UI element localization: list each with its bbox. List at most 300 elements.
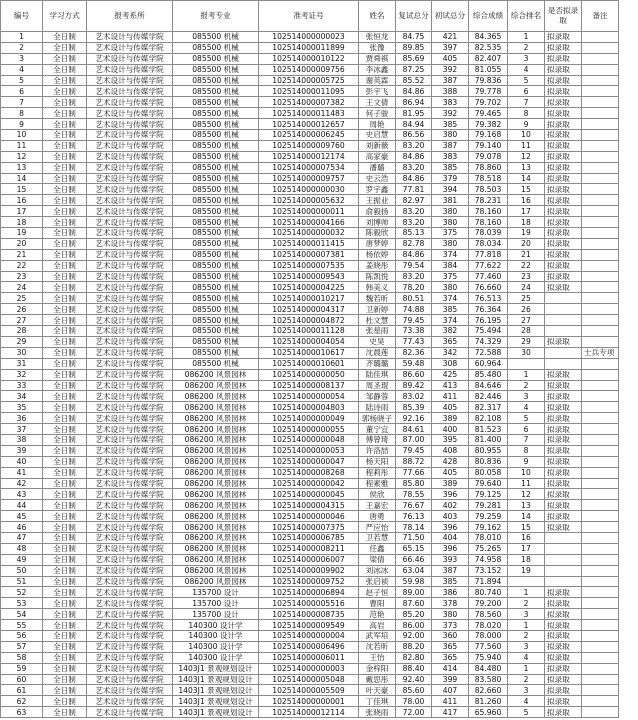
cell-name: 严应怡 <box>359 522 396 533</box>
cell-name: 陈毅欣 <box>359 228 396 239</box>
cell-major: 085500 机械 <box>173 162 259 173</box>
cell-composite-score: 74.329 <box>469 336 508 347</box>
table-row <box>1 489 619 500</box>
table-row <box>1 380 619 391</box>
cell-rank: 19 <box>508 565 545 576</box>
cell-retest-score: 87.00 <box>396 434 432 445</box>
cell-composite-score: 79.200 <box>469 598 508 609</box>
cell-initial-score: 365 <box>432 652 469 663</box>
cell-study-mode: 全日制 <box>43 565 87 576</box>
cell-remark <box>582 565 619 576</box>
cell-rank: 12 <box>508 489 545 500</box>
cell-department: 艺术设计与传媒学院 <box>87 467 173 478</box>
cell-number: 49 <box>1 554 43 565</box>
cell-rank: 14 <box>508 511 545 522</box>
cell-study-mode: 全日制 <box>43 674 87 685</box>
table-header-row <box>1 1 619 32</box>
cell-remark <box>582 195 619 206</box>
cell-initial-score: 379 <box>432 173 469 184</box>
header-name: 姓名 <box>359 1 396 32</box>
cell-major: 086200 风景园林 <box>173 434 259 445</box>
cell-exam-id: 102514000008268 <box>259 467 359 478</box>
cell-admission-status: 拟录取 <box>545 206 582 217</box>
cell-admission-status <box>545 576 582 587</box>
cell-study-mode: 全日制 <box>43 652 87 663</box>
cell-number: 7 <box>1 97 43 108</box>
cell-exam-id: 102514000009757 <box>259 173 359 184</box>
cell-study-mode: 全日制 <box>43 336 87 347</box>
cell-initial-score: 404 <box>432 532 469 543</box>
cell-remark <box>582 707 619 718</box>
cell-major: 085500 机械 <box>173 271 259 282</box>
cell-admission-status: 拟录取 <box>545 489 582 500</box>
cell-study-mode: 全日制 <box>43 162 87 173</box>
cell-retest-score: 74.88 <box>396 304 432 315</box>
table-row <box>1 32 619 43</box>
cell-department: 艺术设计与传媒学院 <box>87 228 173 239</box>
cell-composite-score: 79.125 <box>469 489 508 500</box>
cell-major: 085500 机械 <box>173 282 259 293</box>
cell-study-mode: 全日制 <box>43 282 87 293</box>
cell-remark <box>582 467 619 478</box>
cell-study-mode: 全日制 <box>43 249 87 260</box>
cell-composite-score: 81.055 <box>469 64 508 75</box>
cell-name: 杨天阳 <box>359 456 396 467</box>
cell-name: 张豫 <box>359 42 396 53</box>
cell-exam-id: 102514000000030 <box>259 184 359 195</box>
cell-exam-id: 102514000000023 <box>259 32 359 43</box>
cell-rank: 22 <box>508 260 545 271</box>
cell-name: 周艳 <box>359 119 396 130</box>
table-row <box>1 162 619 173</box>
cell-name: 史昊 <box>359 336 396 347</box>
cell-rank: 2 <box>508 598 545 609</box>
cell-composite-score: 75.494 <box>469 326 508 337</box>
cell-department: 艺术设计与传媒学院 <box>87 522 173 533</box>
cell-study-mode: 全日制 <box>43 271 87 282</box>
cell-number: 39 <box>1 445 43 456</box>
cell-remark <box>582 108 619 119</box>
cell-rank: 6 <box>508 424 545 435</box>
cell-study-mode: 全日制 <box>43 478 87 489</box>
cell-composite-score: 82.535 <box>469 42 508 53</box>
cell-exam-id: 102514000000047 <box>259 456 359 467</box>
cell-study-mode: 全日制 <box>43 32 87 43</box>
cell-retest-score: 82.97 <box>396 195 432 206</box>
cell-admission-status: 拟录取 <box>545 32 582 43</box>
cell-department: 艺术设计与传媒学院 <box>87 511 173 522</box>
table-row <box>1 630 619 641</box>
table-row <box>1 707 619 718</box>
cell-number: 28 <box>1 326 43 337</box>
cell-rank: 4 <box>508 64 545 75</box>
cell-admission-status: 拟录取 <box>545 478 582 489</box>
cell-name: 史启慧 <box>359 130 396 141</box>
cell-retest-score: 77.43 <box>396 336 432 347</box>
cell-composite-score: 77.560 <box>469 641 508 652</box>
cell-admission-status: 拟录取 <box>545 445 582 456</box>
cell-department: 艺术设计与传媒学院 <box>87 282 173 293</box>
table-row <box>1 42 619 53</box>
cell-major: 085500 机械 <box>173 304 259 315</box>
cell-admission-status: 拟录取 <box>545 42 582 53</box>
cell-major: 135700 设计 <box>173 587 259 598</box>
cell-name: 范艳 <box>359 609 396 620</box>
cell-rank: 3 <box>508 641 545 652</box>
cell-exam-id: 102514000004317 <box>259 304 359 315</box>
cell-name: 王怡 <box>359 652 396 663</box>
cell-department: 艺术设计与传媒学院 <box>87 315 173 326</box>
cell-composite-score: 78.160 <box>469 217 508 228</box>
cell-admission-status: 拟录取 <box>545 162 582 173</box>
cell-exam-id: 102514000000011 <box>259 206 359 217</box>
cell-admission-status: 拟录取 <box>545 467 582 478</box>
cell-rank: 20 <box>508 238 545 249</box>
cell-initial-score: 428 <box>432 456 469 467</box>
cell-study-mode: 全日制 <box>43 380 87 391</box>
cell-rank: 15 <box>508 184 545 195</box>
cell-number: 13 <box>1 162 43 173</box>
table-row <box>1 347 619 358</box>
cell-rank: 10 <box>508 130 545 141</box>
cell-study-mode: 全日制 <box>43 293 87 304</box>
cell-name: 许洛喆 <box>359 445 396 456</box>
cell-remark <box>582 434 619 445</box>
cell-department: 艺术设计与传媒学院 <box>87 609 173 620</box>
cell-name: 梁倩 <box>359 554 396 565</box>
cell-name: 郭杨晓子 <box>359 413 396 424</box>
cell-composite-score: 79.702 <box>469 97 508 108</box>
cell-exam-id: 102514000004225 <box>259 282 359 293</box>
cell-composite-score: 74.958 <box>469 554 508 565</box>
cell-major: 086200 风景园林 <box>173 413 259 424</box>
cell-exam-id: 102514000000003 <box>259 663 359 674</box>
cell-remark <box>582 598 619 609</box>
cell-department: 艺术设计与传媒学院 <box>87 217 173 228</box>
cell-composite-score: 81.400 <box>469 434 508 445</box>
cell-department: 艺术设计与传媒学院 <box>87 620 173 631</box>
cell-study-mode: 全日制 <box>43 42 87 53</box>
cell-major: 085500 机械 <box>173 140 259 151</box>
cell-exam-id: 102514000007381 <box>259 249 359 260</box>
cell-initial-score: 403 <box>432 511 469 522</box>
header-study-mode: 学习方式 <box>43 1 87 32</box>
cell-rank: 5 <box>508 707 545 718</box>
cell-department: 艺术设计与传媒学院 <box>87 424 173 435</box>
header-major: 报考专业 <box>173 1 259 32</box>
cell-composite-score: 78.039 <box>469 228 508 239</box>
cell-retest-score: 72.00 <box>396 707 432 718</box>
cell-admission-status: 拟录取 <box>545 380 582 391</box>
cell-major: 1403J1 景观规划设计 <box>173 685 259 696</box>
cell-department: 艺术设计与传媒学院 <box>87 413 173 424</box>
cell-department: 艺术设计与传媒学院 <box>87 478 173 489</box>
cell-retest-score: 89.85 <box>396 42 432 53</box>
cell-name: 张启祯 <box>359 576 396 587</box>
cell-exam-id: 102514000004803 <box>259 402 359 413</box>
cell-major: 085500 机械 <box>173 336 259 347</box>
cell-remark <box>582 336 619 347</box>
cell-remark <box>582 260 619 271</box>
cell-number: 30 <box>1 347 43 358</box>
cell-major: 085500 机械 <box>173 249 259 260</box>
cell-name: 金梓阳 <box>359 663 396 674</box>
cell-number: 36 <box>1 413 43 424</box>
cell-initial-score: 384 <box>432 260 469 271</box>
cell-rank: 27 <box>508 315 545 326</box>
cell-retest-score: 84.86 <box>396 249 432 260</box>
table-row <box>1 75 619 86</box>
cell-name: 叶天豪 <box>359 685 396 696</box>
cell-admission-status: 拟录取 <box>545 391 582 402</box>
cell-admission-status: 拟录取 <box>545 434 582 445</box>
cell-department: 艺术设计与传媒学院 <box>87 304 173 315</box>
cell-number: 47 <box>1 532 43 543</box>
cell-name: 唐勇 <box>359 511 396 522</box>
cell-name: 曹阳 <box>359 598 396 609</box>
cell-remark <box>582 271 619 282</box>
cell-major: 085500 机械 <box>173 173 259 184</box>
cell-admission-status: 拟录取 <box>545 587 582 598</box>
cell-major: 086200 风景园林 <box>173 565 259 576</box>
cell-admission-status: 拟录取 <box>545 696 582 707</box>
cell-study-mode: 全日制 <box>43 522 87 533</box>
cell-number: 3 <box>1 53 43 64</box>
cell-retest-score: 85.69 <box>396 53 432 64</box>
cell-exam-id: 102514000007534 <box>259 162 359 173</box>
cell-study-mode: 全日制 <box>43 456 87 467</box>
cell-name: 王振业 <box>359 195 396 206</box>
cell-number: 63 <box>1 707 43 718</box>
cell-number: 25 <box>1 293 43 304</box>
cell-department: 艺术设计与传媒学院 <box>87 587 173 598</box>
cell-admission-status: 拟录取 <box>545 336 582 347</box>
cell-composite-score: 78.503 <box>469 184 508 195</box>
cell-initial-score: 375 <box>432 228 469 239</box>
cell-department: 艺术设计与传媒学院 <box>87 336 173 347</box>
cell-initial-score: 385 <box>432 304 469 315</box>
cell-study-mode: 全日制 <box>43 630 87 641</box>
cell-number: 15 <box>1 184 43 195</box>
cell-composite-score: 84.646 <box>469 380 508 391</box>
cell-initial-score: 411 <box>432 391 469 402</box>
table-row <box>1 86 619 97</box>
cell-number: 32 <box>1 369 43 380</box>
cell-admission-status: 拟录取 <box>545 97 582 108</box>
cell-department: 艺术设计与传媒学院 <box>87 64 173 75</box>
cell-number: 45 <box>1 511 43 522</box>
cell-number: 19 <box>1 228 43 239</box>
cell-remark <box>582 609 619 620</box>
cell-exam-id: 102514000010601 <box>259 358 359 369</box>
cell-retest-score: 87.60 <box>396 598 432 609</box>
cell-initial-score: 383 <box>432 97 469 108</box>
table-row <box>1 130 619 141</box>
cell-department: 艺术设计与传媒学院 <box>87 674 173 685</box>
cell-exam-id: 102514000011095 <box>259 86 359 97</box>
cell-number: 12 <box>1 151 43 162</box>
table-row <box>1 620 619 631</box>
cell-composite-score: 78.231 <box>469 195 508 206</box>
cell-composite-score: 84.480 <box>469 663 508 674</box>
cell-study-mode: 全日制 <box>43 489 87 500</box>
cell-initial-score: 397 <box>432 42 469 53</box>
table-row <box>1 315 619 326</box>
cell-retest-score: 80.51 <box>396 293 432 304</box>
cell-exam-id: 102514000012657 <box>259 119 359 130</box>
cell-composite-score: 81.523 <box>469 424 508 435</box>
cell-study-mode: 全日制 <box>43 413 87 424</box>
cell-exam-id: 102514000000054 <box>259 391 359 402</box>
cell-rank: 5 <box>508 75 545 86</box>
cell-admission-status <box>545 326 582 337</box>
cell-initial-score: 385 <box>432 576 469 587</box>
cell-study-mode: 全日制 <box>43 576 87 587</box>
cell-study-mode: 全日制 <box>43 391 87 402</box>
table-row <box>1 326 619 337</box>
cell-retest-score: 71.50 <box>396 532 432 543</box>
cell-composite-score: 79.465 <box>469 108 508 119</box>
cell-retest-score: 82.36 <box>396 347 432 358</box>
cell-department: 艺术设计与传媒学院 <box>87 369 173 380</box>
cell-rank: 16 <box>508 532 545 543</box>
table-row <box>1 609 619 620</box>
cell-study-mode: 全日制 <box>43 206 87 217</box>
cell-admission-status: 拟录取 <box>545 217 582 228</box>
cell-retest-score: 76.13 <box>396 511 432 522</box>
cell-remark <box>582 478 619 489</box>
cell-initial-score: 417 <box>432 707 469 718</box>
cell-composite-score: 80.836 <box>469 456 508 467</box>
cell-name: 董宁宜 <box>359 424 396 435</box>
cell-name: 邹静蓉 <box>359 391 396 402</box>
cell-major: 085500 机械 <box>173 32 259 43</box>
cell-major: 085500 机械 <box>173 195 259 206</box>
cell-admission-status <box>545 347 582 358</box>
cell-retest-score: 82.78 <box>396 238 432 249</box>
cell-rank: 7 <box>508 97 545 108</box>
table-row <box>1 293 619 304</box>
cell-name: 高岩 <box>359 620 396 631</box>
cell-admission-status: 拟录取 <box>545 249 582 260</box>
cell-major: 085500 机械 <box>173 347 259 358</box>
table-row <box>1 336 619 347</box>
cell-remark <box>582 140 619 151</box>
cell-rank: 1 <box>508 587 545 598</box>
table-row <box>1 260 619 271</box>
cell-name: 罗宇鑫 <box>359 184 396 195</box>
cell-retest-score: 88.20 <box>396 641 432 652</box>
cell-number: 14 <box>1 173 43 184</box>
cell-remark <box>582 97 619 108</box>
cell-remark <box>582 685 619 696</box>
cell-retest-score: 66.46 <box>396 554 432 565</box>
cell-number: 44 <box>1 500 43 511</box>
cell-number: 56 <box>1 630 43 641</box>
table-row <box>1 217 619 228</box>
table-row <box>1 391 619 402</box>
cell-exam-id: 102514000000032 <box>259 228 359 239</box>
cell-major: 085500 机械 <box>173 97 259 108</box>
header-department: 报考系所 <box>87 1 173 32</box>
cell-composite-score: 79.162 <box>469 522 508 533</box>
cell-number: 10 <box>1 130 43 141</box>
cell-major: 086200 风景园林 <box>173 391 259 402</box>
cell-department: 艺术设计与传媒学院 <box>87 108 173 119</box>
cell-department: 艺术设计与传媒学院 <box>87 42 173 53</box>
cell-name: 卫新婷 <box>359 304 396 315</box>
cell-study-mode: 全日制 <box>43 260 87 271</box>
cell-major: 1403J1 景观规划设计 <box>173 696 259 707</box>
cell-exam-id: 102514000006496 <box>259 641 359 652</box>
cell-remark <box>582 522 619 533</box>
cell-number: 21 <box>1 249 43 260</box>
cell-retest-score: 85.52 <box>396 75 432 86</box>
table-row <box>1 249 619 260</box>
cell-retest-score: 65.15 <box>396 543 432 554</box>
cell-study-mode: 全日制 <box>43 598 87 609</box>
cell-rank: 3 <box>508 609 545 620</box>
cell-retest-score: 92.00 <box>396 630 432 641</box>
table-row <box>1 467 619 478</box>
cell-study-mode: 全日制 <box>43 140 87 151</box>
cell-initial-score: 387 <box>432 75 469 86</box>
cell-rank: 3 <box>508 391 545 402</box>
cell-department: 艺术设计与传媒学院 <box>87 293 173 304</box>
cell-retest-score: 85.20 <box>396 609 432 620</box>
cell-exam-id: 102514000010122 <box>259 53 359 64</box>
cell-department: 艺术设计与传媒学院 <box>87 543 173 554</box>
cell-study-mode: 全日制 <box>43 402 87 413</box>
table-row <box>1 434 619 445</box>
cell-initial-score: 382 <box>432 326 469 337</box>
cell-number: 33 <box>1 380 43 391</box>
cell-number: 5 <box>1 75 43 86</box>
cell-rank: 2 <box>508 42 545 53</box>
cell-department: 艺术设计与传媒学院 <box>87 195 173 206</box>
cell-name: 俞毅扬 <box>359 206 396 217</box>
cell-major: 1403J1 景观规划设计 <box>173 674 259 685</box>
cell-name: 史云浩 <box>359 173 396 184</box>
cell-exam-id: 102514000004315 <box>259 500 359 511</box>
cell-number: 55 <box>1 620 43 631</box>
cell-admission-status: 拟录取 <box>545 424 582 435</box>
cell-exam-id: 102514000007382 <box>259 97 359 108</box>
table-row <box>1 674 619 685</box>
cell-initial-score: 381 <box>432 195 469 206</box>
cell-admission-status: 拟录取 <box>545 86 582 97</box>
cell-initial-score: 375 <box>432 271 469 282</box>
table-row <box>1 140 619 151</box>
cell-name: 张恒龙 <box>359 32 396 43</box>
cell-department: 艺术设计与传媒学院 <box>87 173 173 184</box>
cell-composite-score: 76.660 <box>469 282 508 293</box>
cell-composite-score: 80.955 <box>469 445 508 456</box>
cell-initial-score: 396 <box>432 543 469 554</box>
cell-study-mode: 全日制 <box>43 696 87 707</box>
cell-exam-id: 102514000007535 <box>259 260 359 271</box>
cell-remark <box>582 293 619 304</box>
cell-exam-id: 102514000000049 <box>259 413 359 424</box>
cell-major: 085500 机械 <box>173 53 259 64</box>
cell-initial-score: 425 <box>432 369 469 380</box>
cell-study-mode: 全日制 <box>43 53 87 64</box>
cell-remark <box>582 652 619 663</box>
table-row <box>1 402 619 413</box>
cell-major: 085500 机械 <box>173 42 259 53</box>
cell-composite-score: 79.640 <box>469 478 508 489</box>
cell-exam-id: 102514000010217 <box>259 293 359 304</box>
